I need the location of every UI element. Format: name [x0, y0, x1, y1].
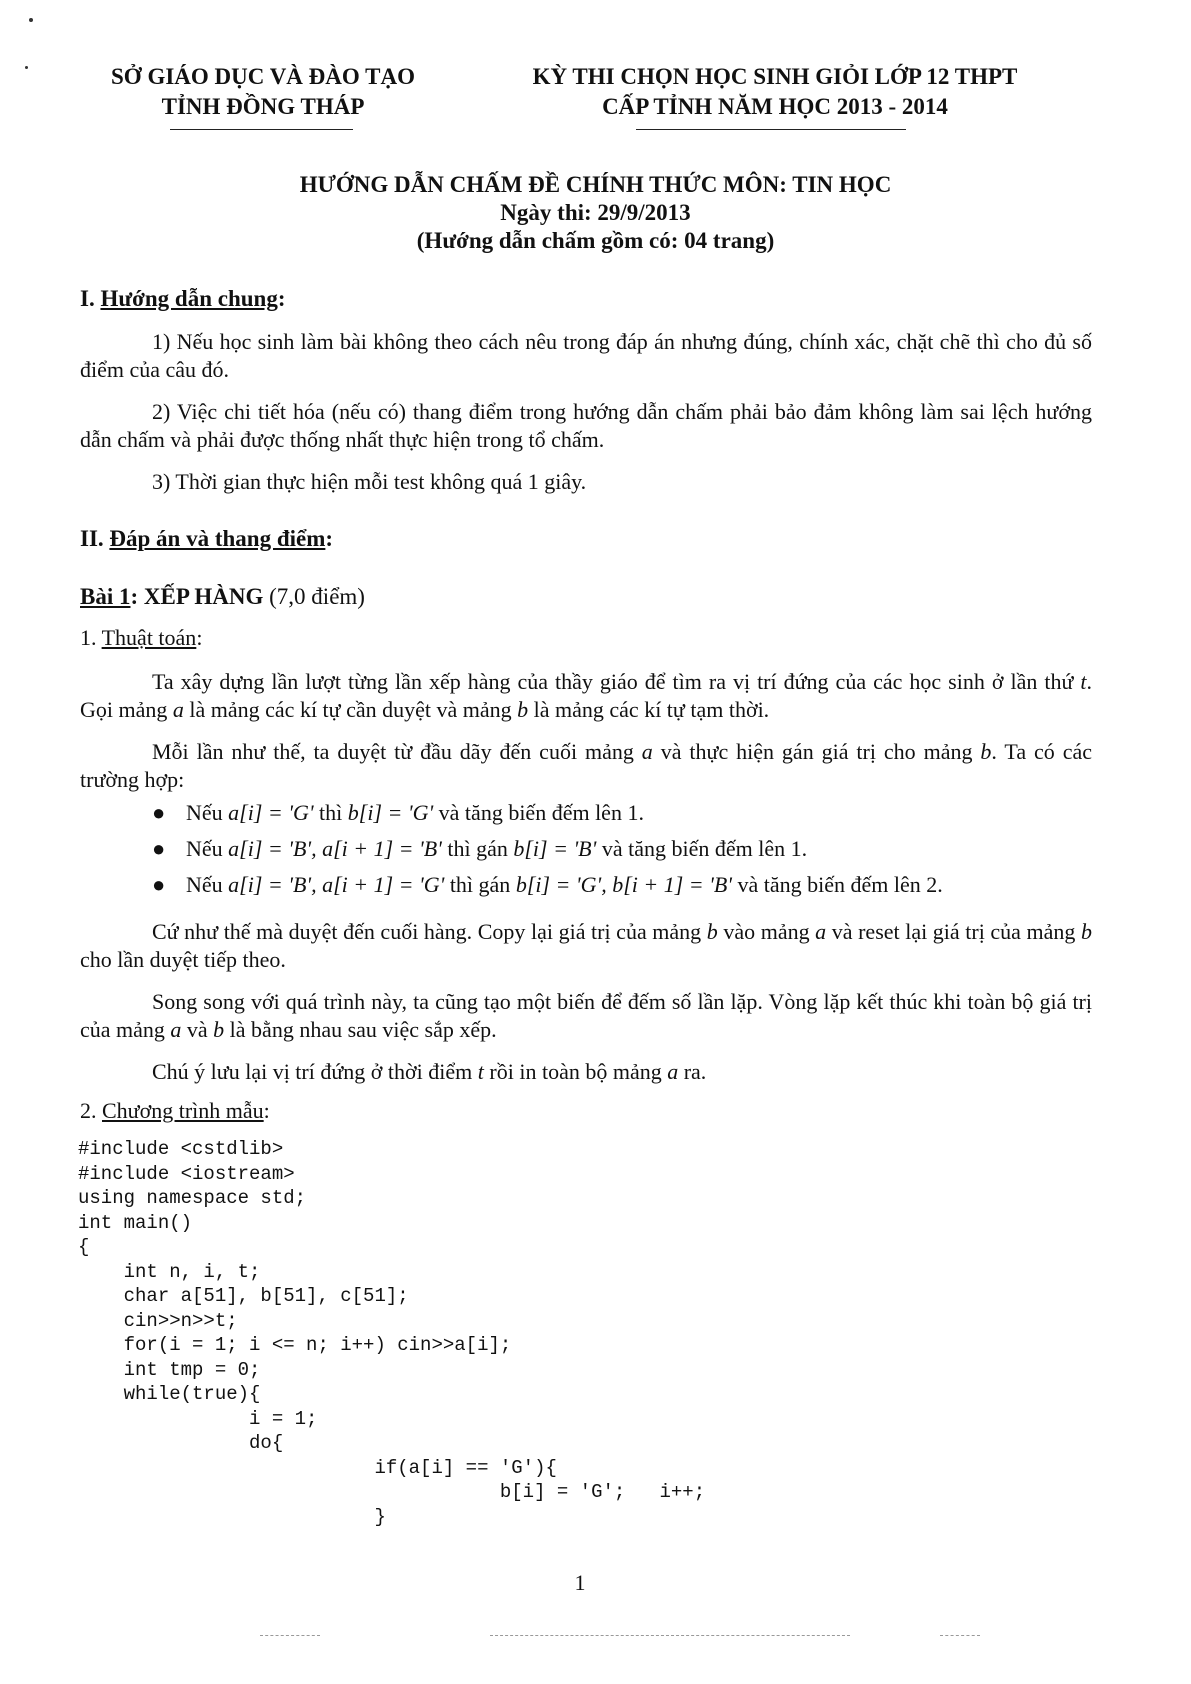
guideline-3: 3) Thời gian thực hiện mỗi test không quá 1 giây. [152, 469, 587, 494]
text-run: và reset lại giá trị của mảng [826, 919, 1081, 944]
text-run: và tăng biến đếm lên 1. [596, 836, 808, 861]
var-a: a [172, 697, 184, 722]
text-run: Ta xây dựng lần lượt từng lần xếp hàng của thầy giáo để tìm ra vị trí đứng của các học sinh ở lần thứ [152, 669, 1081, 694]
bullet-dot: ● [152, 800, 166, 825]
var-a: a [815, 919, 827, 944]
var-t: t [477, 1059, 484, 1084]
case-bullet-3 [152, 872, 943, 898]
header-right-rule [636, 129, 906, 130]
var-a: a [667, 1059, 679, 1084]
problem-1-points: (7,0 điểm) [263, 584, 365, 609]
doc-title: HƯỚNG DẪN CHẤM ĐỀ CHÍNH THỨC MÔN: TIN HỌC [299, 172, 892, 197]
text-run: Nếu [186, 800, 229, 825]
text-run: rồi in toàn bộ mảng [483, 1059, 668, 1084]
algorithm-paragraph-4 [80, 988, 1092, 1044]
algorithm-colon: : [196, 625, 203, 650]
header-exam-name: KỲ THI CHỌN HỌC SINH GIỎI LỚP 12 THPT [532, 64, 1018, 89]
action-expr: b[i] = 'G', b[i + 1] = 'B' [515, 872, 732, 897]
text-run: thì [313, 800, 348, 825]
section-1-number: I. [80, 286, 95, 311]
text-run: Nếu [186, 836, 229, 861]
header-left-rule [170, 129, 353, 130]
exam-date: Ngày thi: 29/9/2013 [500, 200, 691, 225]
algorithm-title: Thuật toán [101, 625, 197, 650]
sample-program-title: Chương trình mẫu [102, 1098, 264, 1123]
text-run: Cứ như thế mà duyệt đến cuối hàng. Copy lại giá trị của mảng [152, 919, 707, 944]
sample-program-number: 2. [80, 1098, 97, 1123]
problem-1-colon: : [130, 584, 139, 609]
var-b: b [213, 1017, 225, 1042]
section-2-heading [80, 526, 333, 552]
section-2-number: II. [80, 526, 104, 551]
case-bullet-1 [152, 800, 644, 826]
header-province: TỈNH ĐỒNG THÁP [161, 94, 365, 119]
problem-1-name: XẾP HÀNG [138, 584, 264, 609]
text-run: cho lần duyệt tiếp theo. [80, 947, 286, 972]
text-run: là mảng các kí tự tạm thời. [528, 697, 770, 722]
text-run: vào mảng [717, 919, 816, 944]
var-a: a [641, 739, 653, 764]
section-1-title: Hướng dẫn chung [100, 286, 278, 311]
text-run: và tăng biến đếm lên 1. [433, 800, 644, 825]
section-2-colon: : [325, 526, 334, 551]
header-right [470, 62, 1080, 122]
text-run: Nếu [186, 872, 229, 897]
var-t: t [1080, 669, 1087, 694]
algorithm-paragraph-1 [80, 668, 1092, 724]
text-run: Chú ý lưu lại vị trí đứng ở thời điểm [152, 1059, 478, 1084]
condition-expr: a[i] = 'G' [228, 800, 314, 825]
algorithm-number: 1. [80, 625, 97, 650]
text-run: và [181, 1017, 214, 1042]
text-run: và tăng biến đếm lên 2. [731, 872, 943, 897]
scan-artifact-line [940, 1635, 980, 1636]
scan-artifact-line [490, 1635, 850, 1636]
action-expr: b[i] = 'B' [513, 836, 597, 861]
header-exam-year: CẤP TỈNH NĂM HỌC 2013 - 2014 [602, 94, 948, 119]
page-number: 1 [574, 1570, 586, 1595]
case-bullet-2 [152, 836, 807, 862]
header-left [88, 62, 438, 122]
text-run: . Gọi mảng [80, 669, 1092, 722]
text-run: là bằng nhau sau việc sắp xếp. [224, 1017, 497, 1042]
problem-1-label: Bài 1 [80, 584, 131, 609]
algorithm-heading [80, 625, 202, 651]
text-run: Song song với quá trình này, ta cũng tạo một biến để đếm số lần lặp. Vòng lặp kết thúc khi toàn bộ giá trị của mảng [80, 989, 1092, 1042]
var-a: a [170, 1017, 182, 1042]
section-2-title: Đáp án và thang điểm [109, 526, 326, 551]
sample-program-colon: : [263, 1098, 270, 1123]
text-run: là mảng các kí tự cần duyệt và mảng [183, 697, 518, 722]
guideline-2: 2) Việc chi tiết hóa (nếu có) thang điểm trong hướng dẫn chấm phải bảo đảm không làm sai lệch hướng dẫn chấm và phải được thống nhất thực hiện trong tổ chấm. [80, 399, 1092, 452]
text-run: thì gán [441, 836, 514, 861]
scan-speck [29, 18, 33, 22]
var-b: b [980, 739, 992, 764]
var-b: b [517, 697, 529, 722]
algorithm-paragraph-5 [80, 1058, 1092, 1086]
text-run: Mỗi lần như thế, ta duyệt từ đầu dãy đến cuối mảng [152, 739, 642, 764]
problem-1-heading [80, 584, 365, 610]
section-1-heading [80, 286, 286, 312]
bullet-dot: ● [152, 836, 166, 861]
sample-program-heading [80, 1098, 270, 1124]
scan-artifact-line [260, 1635, 320, 1636]
condition-expr: a[i] = 'B', a[i + 1] = 'G' [228, 872, 445, 897]
action-expr: b[i] = 'G' [347, 800, 434, 825]
text-run: . Ta có các trường hợp: [80, 739, 1093, 792]
bullet-dot: ● [152, 872, 166, 897]
var-b: b [1080, 919, 1092, 944]
section-1-colon: : [277, 286, 286, 311]
text-run: và thực hiện gán giá trị cho mảng [652, 739, 981, 764]
scan-speck [25, 66, 28, 69]
sample-code: #include <cstdlib> #include <iostream> using namespace std; int main() { int n, i, t; char a[51], b[51], c[51]; cin>>n>>t; for(i = 1; i <= n; i++) cin>>a[i]; int tmp = 0; while(true){ i = 1; do{ if(a[i] == 'G'){ b[i] = 'G'; i++; } [78, 1138, 706, 1528]
condition-expr: a[i] = 'B', a[i + 1] = 'B' [228, 836, 442, 861]
text-run: ra. [678, 1059, 707, 1084]
var-b: b [706, 919, 718, 944]
algorithm-paragraph-3 [80, 918, 1092, 974]
header-department: SỞ GIÁO DỤC VÀ ĐÀO TẠO [111, 64, 415, 89]
page-count-note: (Hướng dẫn chấm gồm có: 04 trang) [416, 228, 775, 253]
guideline-1: 1) Nếu học sinh làm bài không theo cách nêu trong đáp án nhưng đúng, chính xác, chặt chẽ thì cho đủ số điểm của câu đó. [80, 329, 1092, 382]
algorithm-paragraph-2 [80, 738, 1092, 794]
text-run: thì gán [444, 872, 516, 897]
